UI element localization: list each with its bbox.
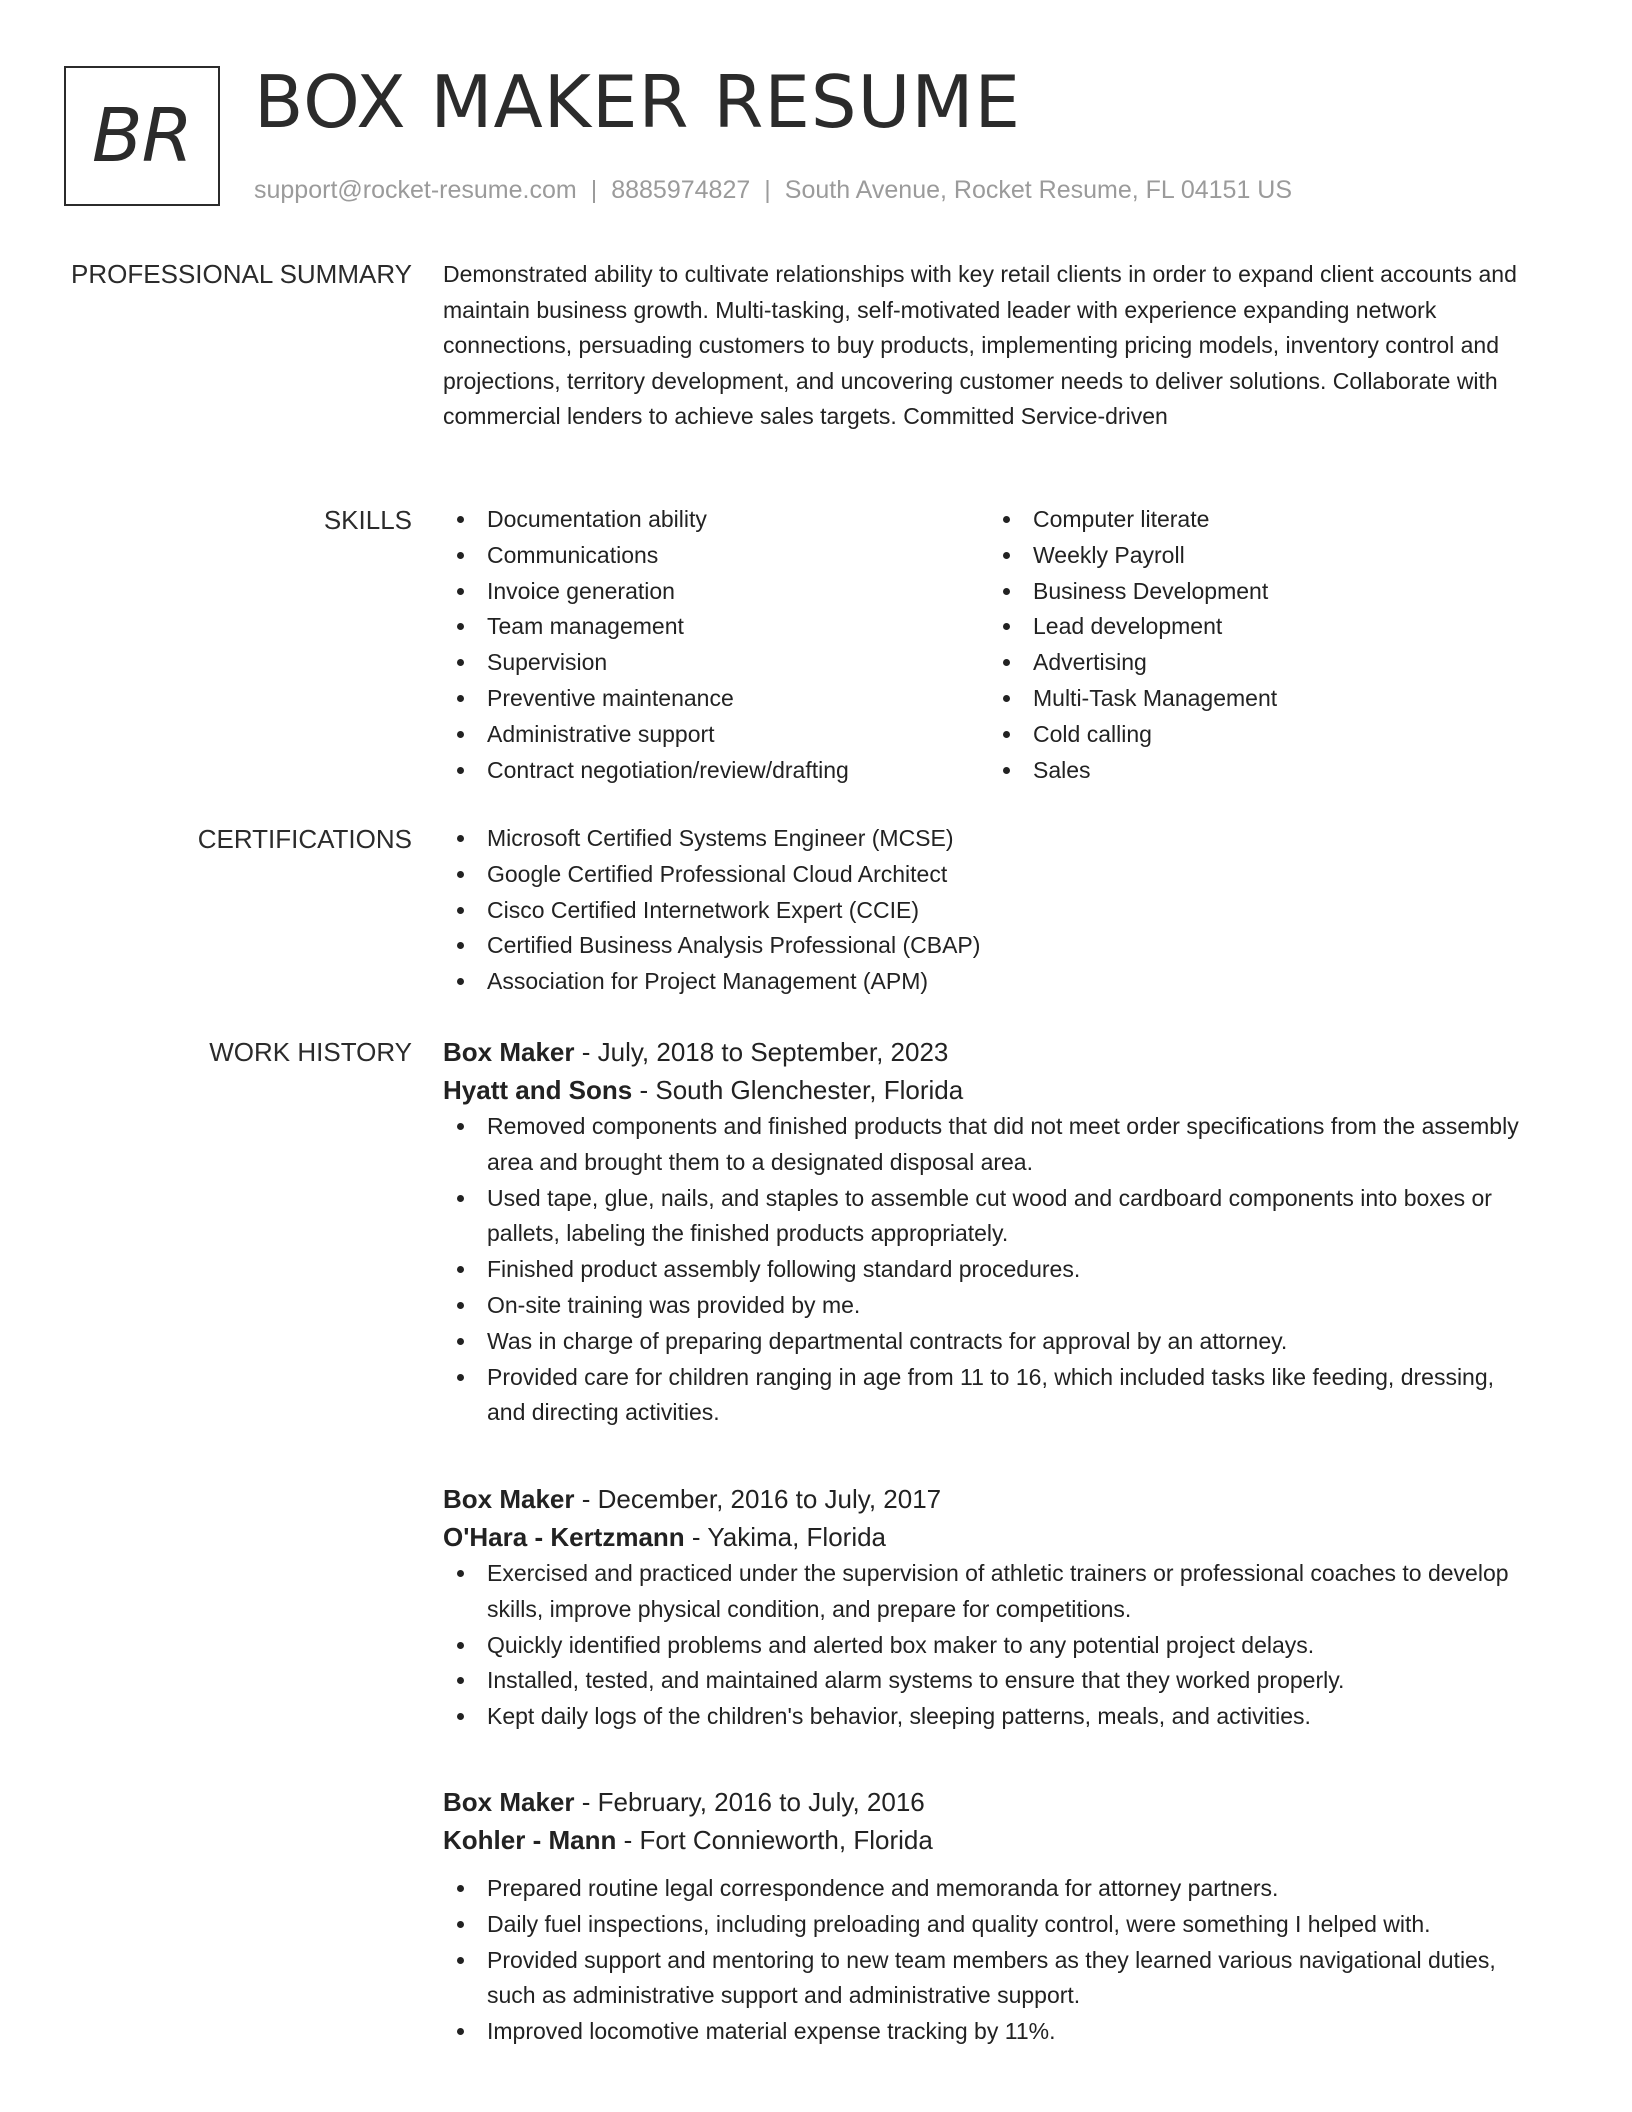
list-item: Removed components and finished products that did not meet order specifications from the assembly area and brought them to a designated disposal area. [443, 1109, 1533, 1181]
list-item: Installed, tested, and maintained alarm systems to ensure that they worked properly. [443, 1663, 1533, 1699]
list-item: Improved locomotive material expense tracking by 11%. [443, 2014, 1533, 2050]
section-heading: SKILLS [323, 505, 412, 535]
job-company: O'Hara - Kertzmann [443, 1522, 685, 1552]
list-item: Team management [443, 609, 983, 645]
job-company-line [443, 1518, 1533, 1556]
job-company: Hyatt and Sons [443, 1075, 633, 1105]
list-item: Communications [443, 538, 983, 574]
section-heading: PROFESSIONAL SUMMARY [71, 259, 412, 289]
contact-separator: | [764, 176, 771, 204]
monogram-box [64, 66, 220, 206]
list-item: Finished product assembly following standard procedures. [443, 1252, 1533, 1288]
list-item: Association for Project Management (APM) [443, 964, 1533, 1000]
contact-phone[interactable]: 8885974827 [611, 176, 751, 204]
list-item: Multi-Task Management [989, 681, 1529, 717]
job-location: - Fort Connieworth, Florida [623, 1825, 933, 1855]
skills-list-left [443, 502, 983, 788]
job-dates: - February, 2016 to July, 2016 [581, 1787, 925, 1817]
job-title-line [443, 1783, 1533, 1821]
list-item: Weekly Payroll [989, 538, 1529, 574]
list-item: Cisco Certified Internetwork Expert (CCIE) [443, 893, 1533, 929]
list-item: Microsoft Certified Systems Engineer (MCSE) [443, 821, 1533, 857]
summary-text: Demonstrated ability to cultivate relationships with key retail clients in order to expand client accounts and maintain business growth. Multi-tasking, self-motivated leader with experience expanding network connections, persuading customers to buy products, implementing pricing models, inventory control and projections, territory development, and uncovering customer needs to deliver solutions. Collaborate with commercial lenders to achieve sales targets. Committed Service-driven [443, 261, 1517, 430]
section-heading: CERTIFICATIONS [197, 824, 412, 854]
job-title: Box Maker [443, 1787, 575, 1817]
list-item: Contract negotiation/review/drafting [443, 753, 983, 789]
list-item: Exercised and practiced under the supervision of athletic trainers or professional coaches to develop skills, improve physical condition, and prepare for competitions. [443, 1556, 1533, 1628]
contact-email[interactable]: support@rocket-resume.com [254, 176, 577, 204]
job-company-line [443, 1821, 1533, 1859]
monogram-initials: BR [91, 93, 193, 179]
list-item: Kept daily logs of the children's behavior, sleeping patterns, meals, and activities. [443, 1699, 1533, 1735]
contact-line [254, 172, 1292, 208]
skills-list-right [989, 502, 1529, 788]
list-item: Daily fuel inspections, including preloading and quality control, were something I helped with. [443, 1907, 1533, 1943]
job-bullets [443, 1109, 1533, 1431]
list-item: Supervision [443, 645, 983, 681]
certifications-list [443, 821, 1533, 1000]
job-company-line [443, 1071, 1533, 1109]
list-item: Cold calling [989, 717, 1529, 753]
list-item: Business Development [989, 574, 1529, 610]
job-dates: - July, 2018 to September, 2023 [581, 1037, 949, 1067]
job-title-line [443, 1480, 1533, 1518]
contact-separator: | [590, 176, 598, 204]
list-item: Google Certified Professional Cloud Architect [443, 857, 1533, 893]
list-item: Provided care for children ranging in age from 11 to 16, which included tasks like feeding, dressing, and directing activities. [443, 1360, 1533, 1432]
list-item: Sales [989, 753, 1529, 789]
job-bullets [443, 1556, 1533, 1735]
list-item: Computer literate [989, 502, 1529, 538]
list-item: Quickly identified problems and alerted box maker to any potential project delays. [443, 1628, 1533, 1664]
job-dates: - December, 2016 to July, 2017 [581, 1484, 942, 1514]
list-item: Provided support and mentoring to new team members as they learned various navigational duties, such as administrative support and administrative support. [443, 1943, 1533, 2015]
job-title: Box Maker [443, 1484, 575, 1514]
list-item: Was in charge of preparing departmental contracts for approval by an attorney. [443, 1324, 1533, 1360]
list-item: Invoice generation [443, 574, 983, 610]
list-item: Documentation ability [443, 502, 983, 538]
list-item: Used tape, glue, nails, and staples to assemble cut wood and cardboard components into boxes or pallets, labeling the finished products appropriately. [443, 1181, 1533, 1253]
job-title-line [443, 1033, 1533, 1071]
list-item: Preventive maintenance [443, 681, 983, 717]
job-location: - South Glenchester, Florida [639, 1075, 964, 1105]
job-title: Box Maker [443, 1037, 575, 1067]
job-company: Kohler - Mann [443, 1825, 617, 1855]
contact-address: South Avenue, Rocket Resume, FL 04151 US [784, 176, 1293, 204]
section-heading: WORK HISTORY [209, 1037, 412, 1067]
list-item: Lead development [989, 609, 1529, 645]
list-item: Certified Business Analysis Professional (CBAP) [443, 928, 1533, 964]
job-location: - Yakima, Florida [691, 1522, 887, 1552]
list-item: Administrative support [443, 717, 983, 753]
list-item: On-site training was provided by me. [443, 1288, 1533, 1324]
resume-title: BOX MAKER RESUME [254, 60, 1021, 144]
list-item: Prepared routine legal correspondence and memoranda for attorney partners. [443, 1871, 1533, 1907]
list-item: Advertising [989, 645, 1529, 681]
job-bullets [443, 1871, 1533, 2050]
